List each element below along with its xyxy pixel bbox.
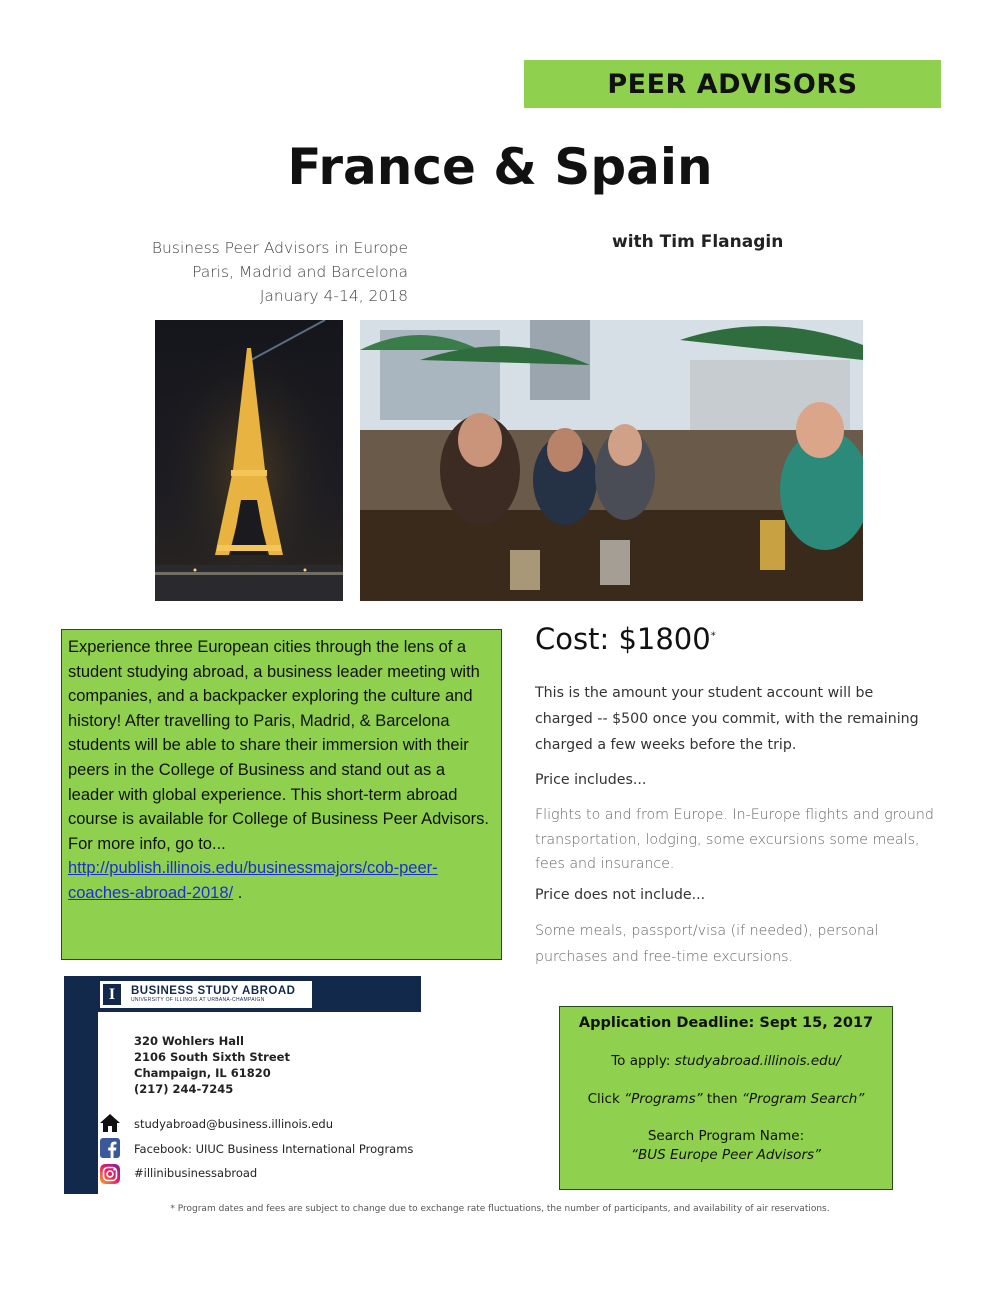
facebook-icon (100, 1138, 120, 1158)
footnote: * Program dates and fees are subject to change due to exchange rate fluctuations, the number of participants, and availability of air reservations. (170, 1204, 830, 1214)
email-address[interactable]: studyabroad@business.illinois.edu (134, 1117, 333, 1131)
instagram-hashtag[interactable]: #illinibusinessabroad (134, 1166, 258, 1180)
to-apply-line (560, 1053, 892, 1069)
subtitle-line-dates: January 4-14, 2018 (259, 287, 408, 305)
home-icon (100, 1113, 120, 1133)
click-then: then (702, 1091, 742, 1107)
address-line-1: 320 Wohlers Hall (134, 1034, 244, 1048)
illinois-logo-mark: I (103, 984, 121, 1005)
address-line-2: 2106 South Sixth Street (134, 1050, 290, 1064)
price-excludes-text: Some meals, passport/visa (if needed), personal purchases and free-time excursions. (535, 923, 879, 965)
trip-subtitle (150, 236, 408, 308)
eiffel-tower-photo (155, 320, 343, 601)
cost-charge-text: This is the amount your student account will be charged -- $500 once you commit, with the remaining charged a few weeks before the trip. (535, 685, 919, 753)
address-line-3: Champaign, IL 61820 (134, 1066, 271, 1080)
to-apply-prefix: To apply: (611, 1053, 675, 1069)
cost-asterisk: * (710, 630, 716, 642)
price-includes-label: Price includes... (535, 772, 647, 788)
logo-subtitle: UNIVERSITY OF ILLINOIS AT URBANA-CHAMPAIGN (131, 997, 265, 1003)
logo-title: BUSINESS STUDY ABROAD (131, 985, 296, 997)
instagram-icon (100, 1164, 120, 1184)
link-suffix: . (233, 883, 243, 902)
price-includes-text: Flights to and from Europe. In-Europe flights and ground transportation, lodging, some excursions some meals, fees and insurance. (535, 807, 934, 872)
subtitle-line-cities: Paris, Madrid and Barcelona (192, 263, 408, 281)
price-excludes-label: Price does not include... (535, 887, 706, 903)
facebook-page[interactable]: Facebook: UIUC Business International Programs (134, 1142, 414, 1156)
application-box (559, 1006, 893, 1190)
office-address (134, 1033, 290, 1097)
click-prefix: Click (587, 1091, 625, 1107)
application-deadline: Application Deadline: Sept 15, 2017 (578, 1015, 874, 1031)
description-box (61, 629, 502, 960)
program-search-label: “Program Search” (741, 1091, 865, 1107)
more-info-link[interactable]: http://publish.illinois.edu/businessmajors/cob-peer-coaches-abroad-2018/ (68, 859, 438, 902)
peer-advisors-banner: PEER ADVISORS (524, 60, 941, 108)
page-title: France & Spain (287, 138, 713, 196)
program-name: “BUS Europe Peer Advisors” (630, 1147, 822, 1163)
cost-amount: Cost: $1800 (535, 622, 711, 656)
apply-url[interactable]: studyabroad.illinois.edu/ (674, 1053, 841, 1069)
click-instructions (560, 1091, 892, 1107)
leader-line: with Tim Flanagin (612, 232, 784, 252)
description-text: Experience three European cities through the lens of a student studying abroad, a business leader meeting with companies, and a backpacker exploring the culture and history! After travelling to Paris, Madrid, & Barcelona students will be able to share their immersion with their peers in the College of Business and stand out as a leader with global experience. This short-term abroad course is available for College of Business Peer Advisors. For more info, go to... (68, 638, 489, 853)
programs-menu-label: “Programs” (624, 1091, 703, 1107)
cost-heading (535, 622, 716, 656)
contact-side-bar (64, 976, 98, 1194)
phone-number: (217) 244-7245 (134, 1082, 234, 1096)
subtitle-line-program: Business Peer Advisors in Europe (151, 239, 408, 257)
search-program-label: Search Program Name: (647, 1128, 805, 1144)
group-dinner-photo (360, 320, 863, 601)
business-study-abroad-logo (100, 981, 312, 1008)
